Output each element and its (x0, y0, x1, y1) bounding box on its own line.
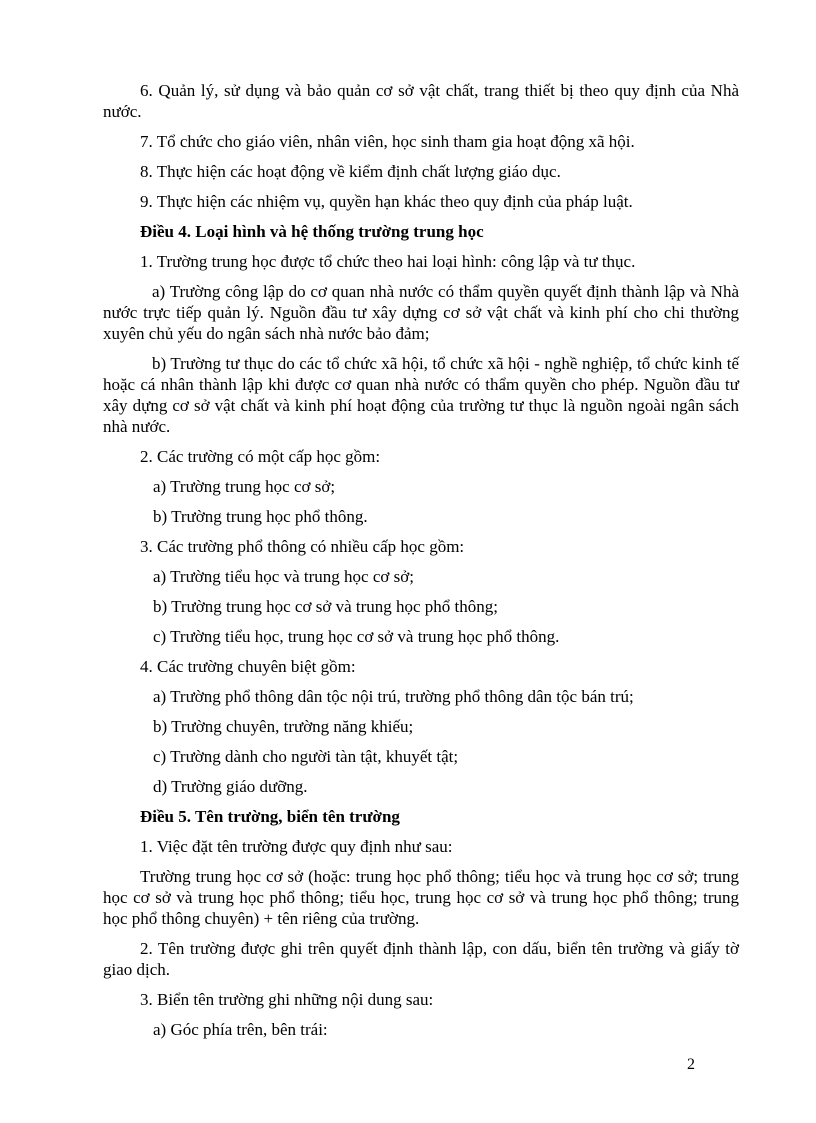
paragraph: 6. Quản lý, sử dụng và bảo quản cơ sở vật chất, trang thiết bị theo quy định của Nhà nước. (103, 81, 739, 121)
paragraph: 4. Các trường chuyên biệt gồm: (140, 657, 356, 676)
paragraph: Trường trung học cơ sở (hoặc: trung học phổ thông; tiểu học và trung học cơ sở; trung học cơ sở và trung học phổ thông; tiểu học, trung học cơ sở và trung học phổ thông; trung học phổ thông chuyên) + tên riêng của trường. (103, 867, 739, 928)
document-page (103, 80, 739, 1049)
list-item: a) Góc phía trên, bên trái: (153, 1020, 328, 1039)
list-item: b) Trường trung học cơ sở và trung học phổ thông; (153, 597, 498, 616)
section-heading: Điều 4. Loại hình và hệ thống trường trung học (140, 222, 484, 241)
paragraph: 1. Việc đặt tên trường được quy định như sau: (140, 837, 453, 856)
list-item: c) Trường dành cho người tàn tật, khuyết tật; (153, 747, 459, 766)
paragraph: 2. Các trường có một cấp học gồm: (140, 447, 381, 466)
page-number: 2 (687, 1056, 695, 1073)
list-item: a) Trường phổ thông dân tộc nội trú, trường phổ thông dân tộc bán trú; (153, 687, 634, 706)
list-item: b) Trường chuyên, trường năng khiếu; (153, 717, 414, 736)
paragraph: 8. Thực hiện các hoạt động về kiểm định chất lượng giáo dục. (140, 162, 561, 181)
list-item: c) Trường tiểu học, trung học cơ sở và trung học phổ thông. (153, 627, 560, 646)
list-item: a) Trường tiểu học và trung học cơ sở; (153, 567, 414, 586)
paragraph: 1. Trường trung học được tổ chức theo hai loại hình: công lập và tư thục. (140, 252, 636, 271)
paragraph: 3. Các trường phổ thông có nhiều cấp học gồm: (140, 537, 465, 556)
section-heading: Điều 5. Tên trường, biển tên trường (140, 807, 400, 826)
paragraph: 9. Thực hiện các nhiệm vụ, quyền hạn khác theo quy định của pháp luật. (140, 192, 633, 211)
paragraph: 2. Tên trường được ghi trên quyết định thành lập, con dấu, biển tên trường và giấy tờ giao dịch. (103, 939, 739, 979)
paragraph: 7. Tổ chức cho giáo viên, nhân viên, học sinh tham gia hoạt động xã hội. (140, 132, 635, 151)
list-item: b) Trường trung học phổ thông. (153, 507, 368, 526)
paragraph: a) Trường công lập do cơ quan nhà nước có thẩm quyền quyết định thành lập và Nhà nước trực tiếp quản lý. Nguồn đầu tư xây dựng cơ sở vật chất và kinh phí cho chi thường xuyên chủ yếu do ngân sách nhà nước bảo đảm; (103, 282, 739, 343)
list-item: d) Trường giáo dưỡng. (153, 777, 308, 796)
paragraph: 3. Biển tên trường ghi những nội dung sau: (140, 990, 434, 1009)
paragraph: b) Trường tư thục do các tổ chức xã hội, tổ chức xã hội - nghề nghiệp, tổ chức kinh tế hoặc cá nhân thành lập khi được cơ quan nhà nước có thẩm quyền cho phép. Nguồn đầu tư xây dựng cơ sở vật chất và kinh phí hoạt động của trường tư thục là nguồn ngoài ngân sách nhà nước. (103, 354, 739, 436)
list-item: a) Trường trung học cơ sở; (153, 477, 336, 496)
